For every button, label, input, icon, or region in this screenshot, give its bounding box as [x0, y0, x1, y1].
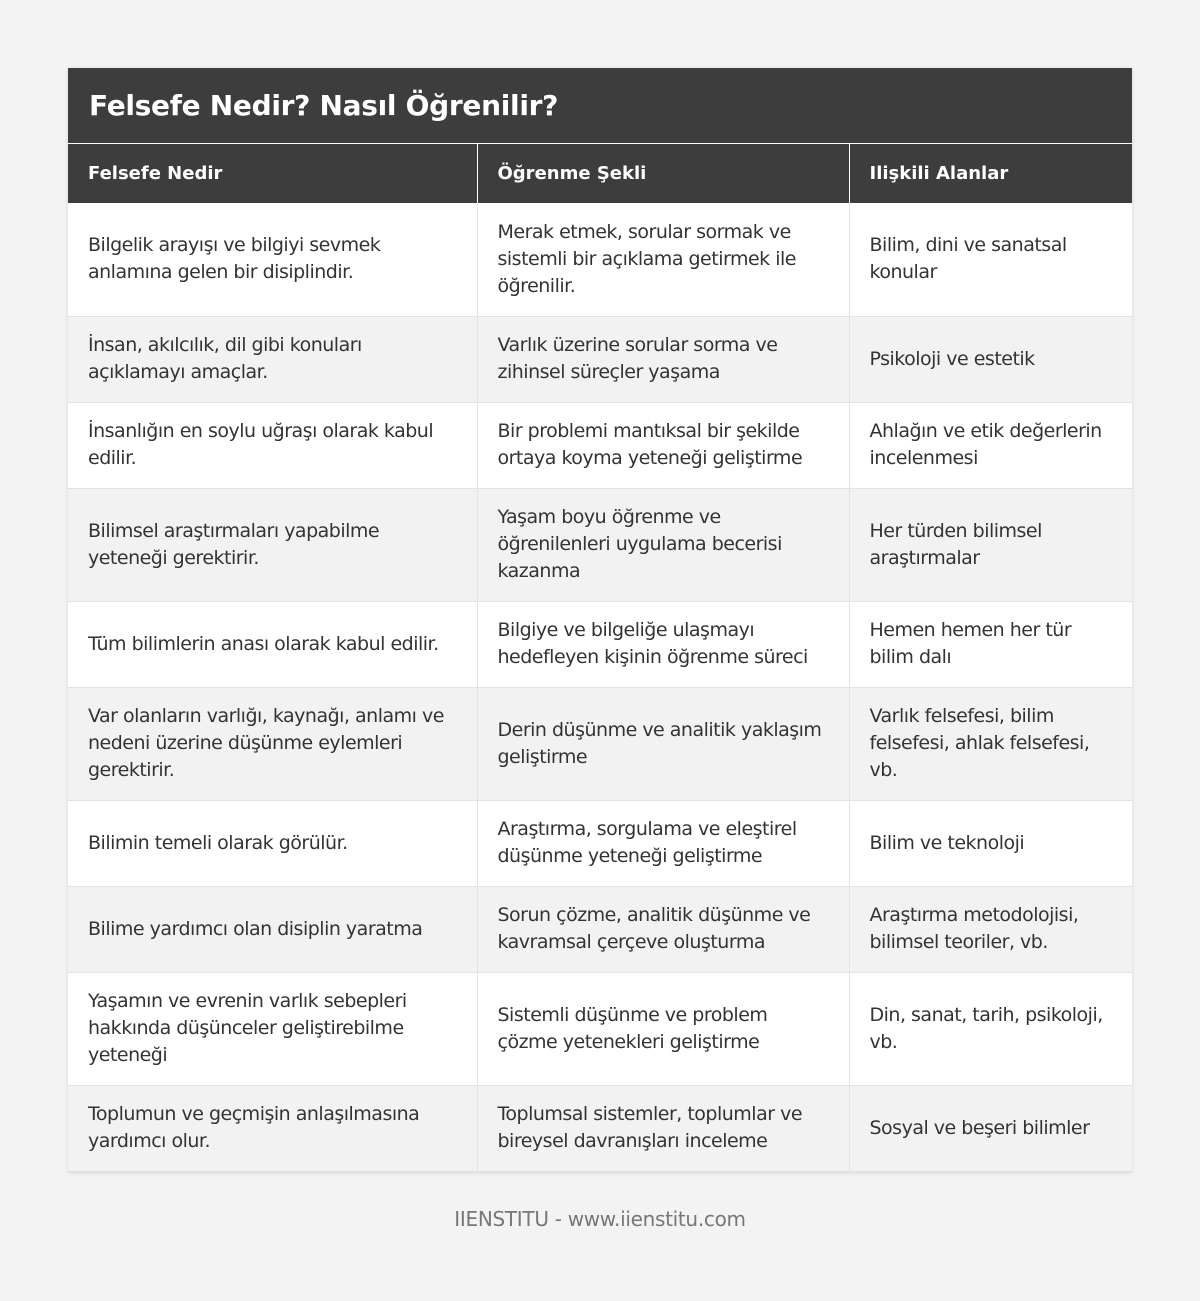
table-cell: Varlık felsefesi, bilim felsefesi, ahlak felsefesi, vb.: [849, 687, 1132, 800]
table-cell: Derin düşünme ve analitik yaklaşım geliştirme: [477, 687, 849, 800]
table-cell: Merak etmek, sorular sormak ve sistemli bir açıklama getirmek ile öğrenilir.: [477, 203, 849, 316]
table-cell: Bilgelik arayışı ve bilgiyi sevmek anlamına gelen bir disiplindir.: [68, 203, 477, 316]
table-row: [68, 601, 1132, 687]
table-row: [68, 402, 1132, 488]
table-cell: Toplumsal sistemler, toplumlar ve bireysel davranışları inceleme: [477, 1085, 849, 1171]
table-cell: Bilime yardımcı olan disiplin yaratma: [68, 886, 477, 972]
table-cell: Yaşamın ve evrenin varlık sebepleri hakkında düşünceler geliştirebilme yeteneği: [68, 972, 477, 1085]
table-cell: Sistemli düşünme ve problem çözme yetenekleri geliştirme: [477, 972, 849, 1085]
table-row: [68, 800, 1132, 886]
table-cell: İnsan, akılcılık, dil gibi konuları açıklamayı amaçlar.: [68, 316, 477, 402]
table-cell: Tüm bilimlerin anası olarak kabul edilir.: [68, 601, 477, 687]
table-row: [68, 1085, 1132, 1171]
table-cell: İnsanlığın en soylu uğraşı olarak kabul edilir.: [68, 402, 477, 488]
table-cell: Sorun çözme, analitik düşünme ve kavramsal çerçeve oluşturma: [477, 886, 849, 972]
table-row: [68, 316, 1132, 402]
table-row: [68, 203, 1132, 316]
data-table: [68, 144, 1132, 1172]
table-cell: Din, sanat, tarih, psikoloji, vb.: [849, 972, 1132, 1085]
table-row: [68, 972, 1132, 1085]
table-row: [68, 886, 1132, 972]
table-cell: Sosyal ve beşeri bilimler: [849, 1085, 1132, 1171]
table-cell: Araştırma metodolojisi, bilimsel teoriler, vb.: [849, 886, 1132, 972]
table-cell: Ahlağın ve etik değerlerin incelenmesi: [849, 402, 1132, 488]
table-cell: Bir problemi mantıksal bir şekilde ortaya koyma yeteneği geliştirme: [477, 402, 849, 488]
table-cell: Bilimsel araştırmaları yapabilme yeteneği gerektirir.: [68, 488, 477, 601]
table-cell: Her türden bilimsel araştırmalar: [849, 488, 1132, 601]
table-cell: Var olanların varlığı, kaynağı, anlamı ve nedeni üzerine düşünme eylemleri gerektirir.: [68, 687, 477, 800]
table-cell: Bilgiye ve bilgeliğe ulaşmayı hedefleyen kişinin öğrenme süreci: [477, 601, 849, 687]
footer-credit: IIENSTITU - www.iienstitu.com: [454, 1207, 746, 1231]
table-row: [68, 488, 1132, 601]
column-header: Ilişkili Alanlar: [849, 144, 1132, 203]
column-header: Öğrenme Şekli: [477, 144, 849, 203]
table-cell: Bilim ve teknoloji: [849, 800, 1132, 886]
table-cell: Toplumun ve geçmişin anlaşılmasına yardımcı olur.: [68, 1085, 477, 1171]
table-card: [68, 68, 1132, 1172]
page-title: Felsefe Nedir? Nasıl Öğrenilir?: [89, 89, 559, 122]
table-cell: Bilimin temeli olarak görülür.: [68, 800, 477, 886]
table-cell: Bilim, dini ve sanatsal konular: [849, 203, 1132, 316]
table-cell: Yaşam boyu öğrenme ve öğrenilenleri uygulama becerisi kazanma: [477, 488, 849, 601]
title-bar: [68, 68, 1132, 144]
table-cell: Hemen hemen her tür bilim dalı: [849, 601, 1132, 687]
column-header: Felsefe Nedir: [68, 144, 477, 203]
table-row: [68, 687, 1132, 800]
table-cell: Araştırma, sorgulama ve eleştirel düşünme yeteneği geliştirme: [477, 800, 849, 886]
table-header-row: [68, 144, 1132, 203]
table-cell: Psikoloji ve estetik: [849, 316, 1132, 402]
table-cell: Varlık üzerine sorular sorma ve zihinsel süreçler yaşama: [477, 316, 849, 402]
